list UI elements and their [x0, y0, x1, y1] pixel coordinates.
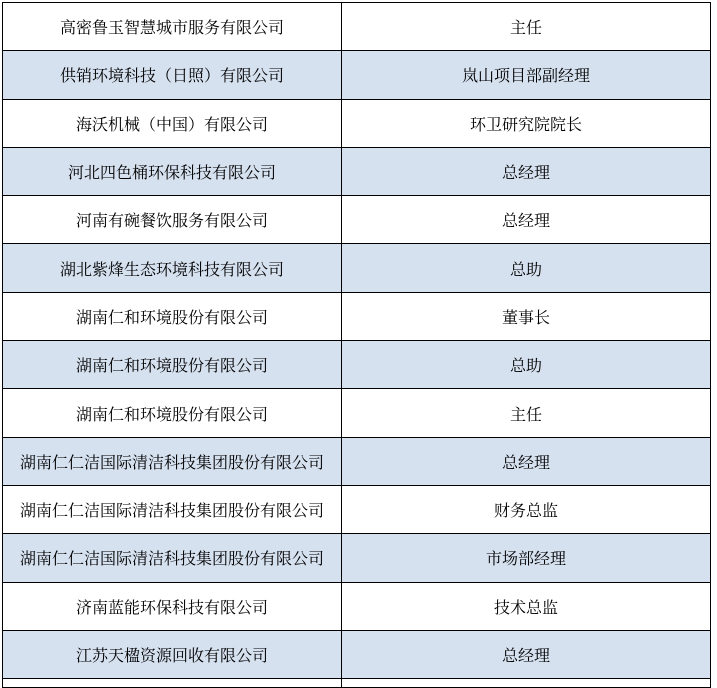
- title-cell[interactable]: 环卫研究院院长: [342, 99, 711, 147]
- company-cell[interactable]: 河南有碗餐饮服务有限公司: [3, 196, 342, 244]
- company-cell[interactable]: 湖南仁仁洁国际清洁科技集团股份有限公司: [3, 534, 342, 582]
- title-cell[interactable]: 总助: [342, 341, 711, 389]
- table-row-partial: [3, 679, 711, 688]
- company-cell[interactable]: 湖南仁仁洁国际清洁科技集团股份有限公司: [3, 437, 342, 485]
- company-cell[interactable]: 江苏天楹资源回收有限公司: [3, 630, 342, 678]
- company-cell[interactable]: 海沃机械（中国）有限公司: [3, 99, 342, 147]
- company-cell[interactable]: 湖南仁和环境股份有限公司: [3, 389, 342, 437]
- title-cell[interactable]: 主任: [342, 389, 711, 437]
- company-cell[interactable]: [3, 679, 342, 688]
- table-row: [3, 196, 711, 244]
- company-cell[interactable]: 高密鲁玉智慧城市服务有限公司: [3, 3, 342, 51]
- title-cell[interactable]: 总经理: [342, 147, 711, 195]
- table-row: [3, 99, 711, 147]
- company-cell[interactable]: 供销环境科技（日照）有限公司: [3, 51, 342, 99]
- table-row: [3, 582, 711, 630]
- table-row: [3, 341, 711, 389]
- spreadsheet-region: [2, 2, 711, 688]
- table-row: [3, 534, 711, 582]
- title-cell[interactable]: [342, 679, 711, 688]
- company-cell[interactable]: 河北四色桶环保科技有限公司: [3, 147, 342, 195]
- company-cell[interactable]: 济南蓝能环保科技有限公司: [3, 582, 342, 630]
- table-row: [3, 389, 711, 437]
- title-cell[interactable]: 财务总监: [342, 485, 711, 533]
- title-cell[interactable]: 董事长: [342, 292, 711, 340]
- title-cell[interactable]: 总经理: [342, 437, 711, 485]
- company-cell[interactable]: 湖南仁和环境股份有限公司: [3, 341, 342, 389]
- table-row: [3, 147, 711, 195]
- company-cell[interactable]: 湖南仁仁洁国际清洁科技集团股份有限公司: [3, 485, 342, 533]
- title-cell[interactable]: 主任: [342, 3, 711, 51]
- table-row: [3, 437, 711, 485]
- table-row: [3, 630, 711, 678]
- table-row: [3, 244, 711, 292]
- company-title-table: [2, 2, 711, 688]
- title-cell[interactable]: 市场部经理: [342, 534, 711, 582]
- title-cell[interactable]: 总经理: [342, 630, 711, 678]
- title-cell[interactable]: 岚山项目部副经理: [342, 51, 711, 99]
- table-body: [3, 3, 711, 688]
- company-cell[interactable]: 湖南仁和环境股份有限公司: [3, 292, 342, 340]
- table-row: [3, 485, 711, 533]
- table-row: [3, 3, 711, 51]
- title-cell[interactable]: 总经理: [342, 196, 711, 244]
- title-cell[interactable]: 总助: [342, 244, 711, 292]
- title-cell[interactable]: 技术总监: [342, 582, 711, 630]
- company-cell[interactable]: 湖北紫烽生态环境科技有限公司: [3, 244, 342, 292]
- table-row: [3, 51, 711, 99]
- table-row: [3, 292, 711, 340]
